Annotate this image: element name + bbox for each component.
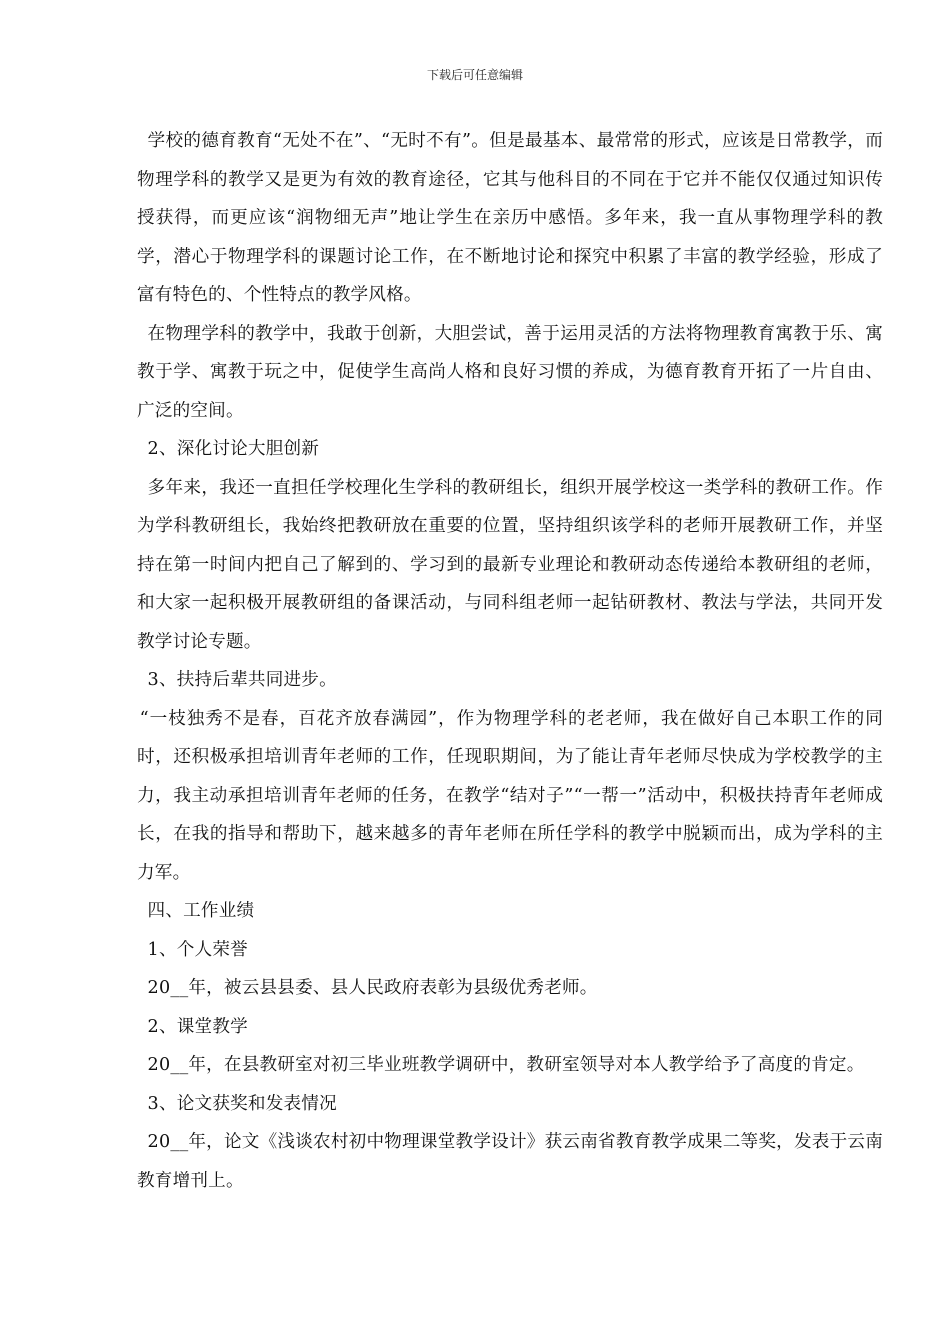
- paragraph-mentoring: “一枝独秀不是春，百花齐放春满园”，作为物理学科的老老师，我在做好自己本职工作的同时，还积极承担培训青年老师的工作，任现职期间，为了能让青年老师尽快成为学校教学的主力，我主动承担培训青年老师的任务，在教学“结对子”“一帮一”活动中，积极扶持青年老师成长，在我的指导和帮助下，越来越多的青年老师在所任学科的教学中脱颖而出，成为学科的主力军。: [137, 708, 883, 883]
- paragraph-classroom-evaluation: 20__年，在县教研室对初三毕业班教学调研中，教研室领导对本人教学给予了高度的肯定。: [147, 1055, 865, 1075]
- paragraph-paper-award: 20__年，论文《浅谈农村初中物理课堂教学设计》获云南省教育教学成果二等奖，发表于云南教育增刊上。: [137, 1132, 883, 1191]
- section-heading-classroom-teaching: 2、课堂教学: [147, 1016, 248, 1037]
- paragraph-innovation-teaching: 在物理学科的教学中，我敢于创新，大胆尝试，善于运用灵活的方法将物理教育寓教于乐、寓教于学、寓教于玩之中，促使学生高尚人格和良好习惯的养成，为德育教育开拓了一片自由、广泛的空间。: [137, 323, 883, 421]
- paragraph-research-group: 多年来，我还一直担任学校理化生学科的教研组长，组织开展学校这一类学科的教研工作。作为学科教研组长，我始终把教研放在重要的位置，坚持组织该学科的老师开展教研工作，并坚持在第一时间内把自己了解到的、学习到的最新专业理论和教研动态传递给本教研组的老师，和大家一起积极开展教研组的备课活动，与同科组老师一起钻研教材、教法与学法，共同开发教学讨论专题。: [137, 477, 883, 652]
- document-body: [137, 122, 883, 1200]
- page-header-note: 下载后可任意编辑: [426, 68, 523, 82]
- section-heading-personal-honors: 1、个人荣誉: [147, 939, 248, 960]
- section-heading-support-juniors: 3、扶持后辈共同进步。: [147, 670, 337, 690]
- paragraph-moral-education: 学校的德育教育“无处不在”、“无时不有”。但是最基本、最常常的形式，应该是日常教学，而物理学科的教学又是更为有效的教育途径，它其与他科目的不同在于它并不能仅仅通过知识传授获得，而更应该“润物细无声”地让学生在亲历中感悟。多年来，我一直从事物理学科的教学，潜心于物理学科的课题讨论工作，在不断地讨论和探究中积累了丰富的教学经验，形成了富有特色的、个性特点的教学风格。: [137, 131, 883, 305]
- section-heading-achievements: 四、工作业绩: [147, 901, 255, 921]
- section-heading-papers: 3、论文获奖和发表情况: [147, 1093, 337, 1114]
- section-heading-deepen-discussion: 2、深化讨论大胆创新: [147, 439, 320, 459]
- paragraph-honor-award: 20__年，被云县县委、县人民政府表彰为县级优秀老师。: [147, 978, 598, 998]
